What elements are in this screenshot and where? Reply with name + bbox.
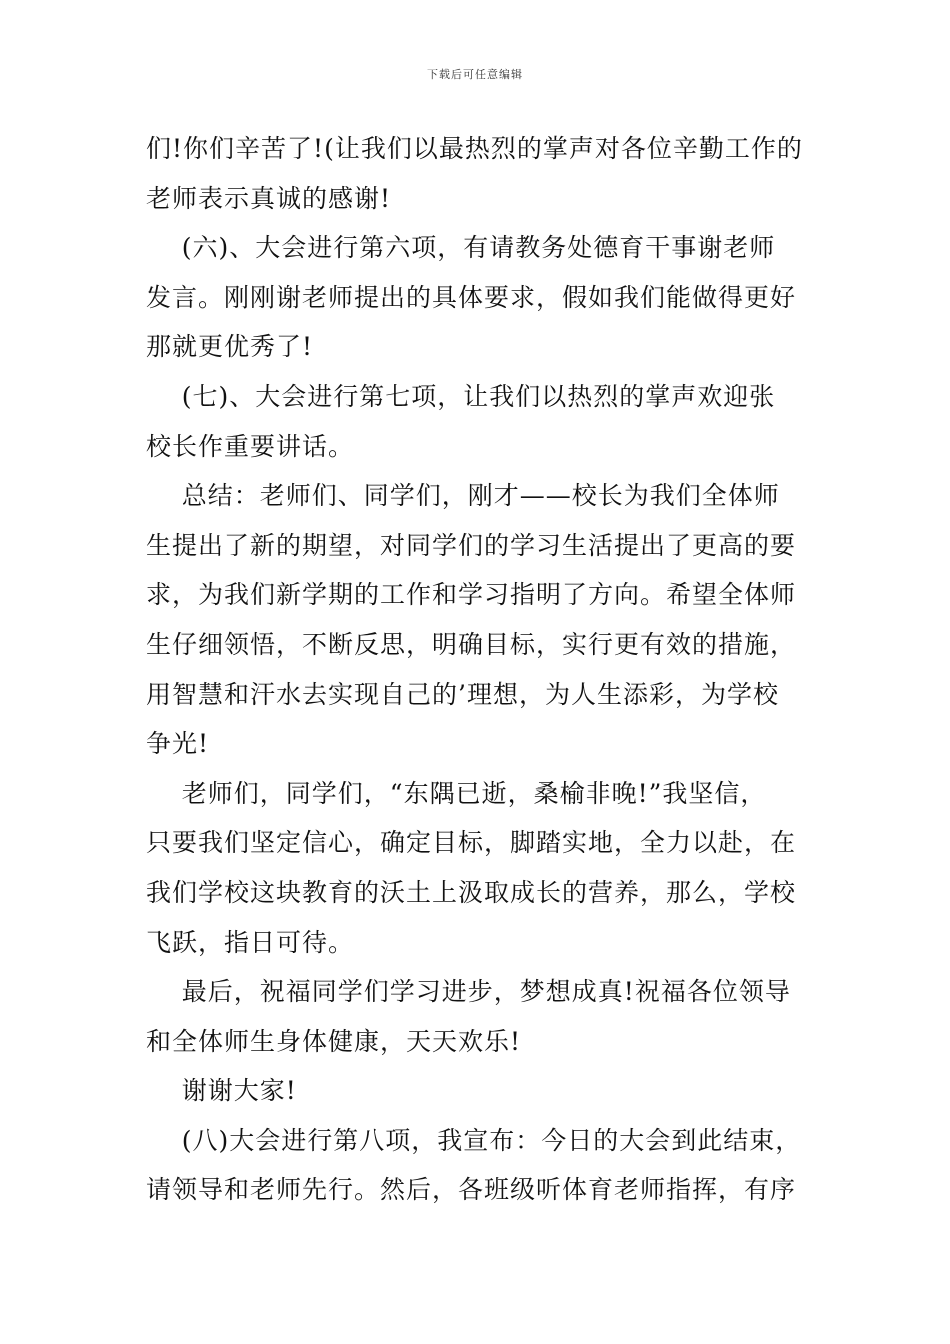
text-line: (七)、大会进行第七项，让我们以热烈的掌声欢迎张: [146, 381, 776, 411]
text-line: 生仔细领悟，不断反思，明确目标，实行更有效的措施，: [146, 629, 797, 659]
text-line: 只要我们坚定信心，确定目标，脚踏实地，全力以赴，在: [146, 828, 797, 858]
text-line: 用智慧和汗水去实现自己的’理想，为人生添彩，为学校: [146, 679, 779, 709]
text-line: (八)大会进行第八项，我宣布：今日的大会到此结束，: [146, 1125, 802, 1155]
text-line: 老师们，同学们，“东隅已逝，桑榆非晚!”我坚信，: [146, 778, 767, 808]
text-line: 最后，祝福同学们学习进步，梦想成真!祝福各位领导: [146, 977, 791, 1007]
text-line: 老师表示真诚的感谢!: [146, 183, 392, 213]
text-line: 校长作重要讲话。: [146, 431, 355, 461]
text-line: 求，为我们新学期的工作和学习指明了方向。希望全体师: [146, 580, 797, 610]
text-line: 生提出了新的期望，对同学们的学习生活提出了更高的要: [146, 530, 797, 560]
text-line: 我们学校这块教育的沃土上汲取成长的营养，那么，学校: [146, 877, 797, 907]
text-line: 总结：老师们、同学们，刚才——校长为我们全体师: [146, 481, 780, 511]
text-line: (六)、大会进行第六项，有请教务处德育干事谢老师: [146, 233, 776, 263]
text-line: 发言。刚刚谢老师提出的具体要求，假如我们能做得更好: [146, 282, 797, 312]
text-line: 们!你们辛苦了!(让我们以最热烈的掌声对各位辛勤工作的: [146, 134, 803, 163]
text-line: 那就更优秀了!: [146, 332, 314, 362]
text-line: 争光!: [146, 729, 210, 759]
page-header-note: 下载后可任意编辑: [427, 68, 523, 81]
text-line: 请领导和老师先行。然后，各班级听体育老师指挥，有序: [146, 1175, 797, 1205]
document-body: [146, 124, 810, 1215]
text-line: 飞跃，指日可待。: [146, 927, 355, 957]
text-line: 和全体师生身体健康，天天欢乐!: [146, 1026, 522, 1056]
text-line: 谢谢大家!: [146, 1076, 297, 1106]
